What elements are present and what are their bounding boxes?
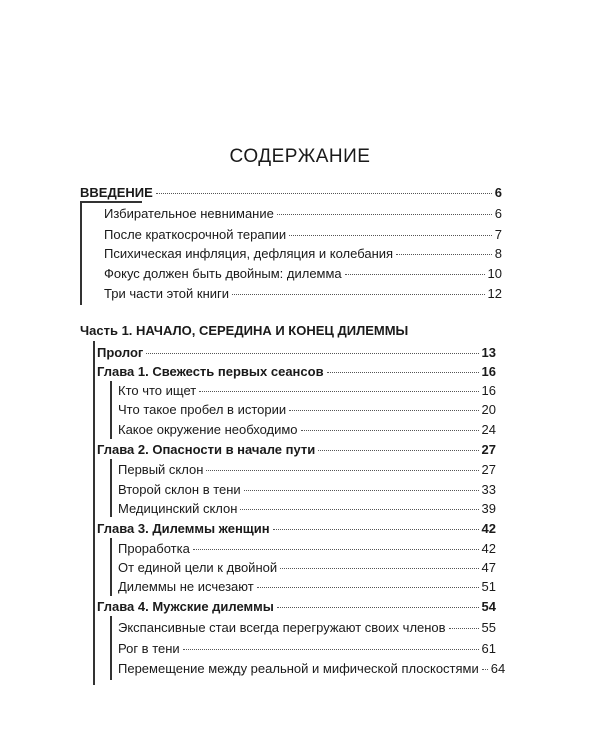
toc-page-number: 6 [494, 206, 502, 221]
toc-entry-chapter[interactable] [97, 598, 496, 616]
chapter-bracket-line [110, 459, 112, 517]
toc-page-number: 42 [481, 541, 496, 556]
toc-entry-label: Первый склон [118, 462, 204, 477]
toc-page-number: 10 [487, 266, 502, 281]
toc-entry-section[interactable] [118, 401, 496, 419]
toc-page-number: 61 [481, 641, 496, 656]
toc-entry-label: Кто что ищет [118, 383, 197, 398]
page-title: СОДЕРЖАНИЕ [229, 146, 371, 167]
toc-page-number: 54 [481, 599, 496, 614]
toc-page-number: 42 [481, 521, 496, 536]
toc-entry-intro-section[interactable] [104, 245, 502, 263]
part-heading[interactable]: Часть 1. НАЧАЛО, СЕРЕДИНА И КОНЕЦ ДИЛЕММЫ [80, 323, 409, 338]
toc-entry-intro-section[interactable] [104, 226, 502, 244]
toc-entry-chapter[interactable] [97, 520, 496, 538]
dot-leader [232, 294, 484, 295]
dot-leader [240, 509, 478, 510]
toc-entry-label: Психическая инфляция, дефляция и колебания [104, 246, 394, 261]
toc-page-number: 8 [494, 246, 502, 261]
toc-entry-label: Глава 1. Свежесть первых сеансов [97, 364, 324, 379]
toc-page-number: 13 [481, 345, 496, 360]
toc-entry-chapter[interactable] [97, 441, 496, 459]
toc-page-number: 12 [487, 286, 502, 301]
toc-entry-section[interactable] [118, 481, 496, 499]
toc-page-number: 27 [481, 462, 496, 477]
dot-leader [146, 353, 478, 354]
toc-entry-label: Какое окружение необходимо [118, 422, 298, 437]
dot-leader [199, 391, 478, 392]
toc-entry-intro-section[interactable] [104, 285, 502, 303]
dot-leader [273, 529, 479, 530]
toc-entry-label: Что такое пробел в истории [118, 402, 287, 417]
dot-leader [280, 568, 478, 569]
toc-entry-label: Второй склон в тени [118, 482, 241, 497]
toc-entry-section[interactable] [118, 382, 496, 400]
dot-leader [396, 254, 492, 255]
toc-entry-intro-section[interactable] [104, 205, 502, 223]
toc-entry-section[interactable] [118, 559, 496, 577]
toc-page-number: 27 [481, 442, 496, 457]
toc-entry-section[interactable] [118, 421, 496, 439]
chapter-bracket-line [110, 538, 112, 596]
introduction-bracket-line [80, 201, 82, 305]
dot-leader [289, 410, 478, 411]
chapter-bracket-line [110, 616, 112, 680]
dot-leader [482, 669, 488, 670]
toc-page-number: 24 [481, 422, 496, 437]
dot-leader [244, 490, 479, 491]
dot-leader [206, 470, 478, 471]
toc-entry-label: Глава 2. Опасности в начале пути [97, 442, 316, 457]
dot-leader [183, 649, 479, 650]
dot-leader [156, 193, 492, 194]
toc-entry-label: Избирательное невнимание [104, 206, 274, 221]
toc-entry-label: ВВЕДЕНИЕ [80, 185, 153, 200]
toc-entry-introduction[interactable] [80, 184, 502, 202]
toc-entry-label: Глава 3. Дилеммы женщин [97, 521, 270, 536]
dot-leader [327, 372, 479, 373]
toc-entry-label: От единой цели к двойной [118, 560, 278, 575]
toc-page-number: 51 [481, 579, 496, 594]
toc-entry-label: Перемещение между реальной и мифической плоскостями [118, 661, 479, 676]
part-bracket-line [93, 341, 95, 685]
dot-leader [318, 450, 478, 451]
toc-entry-section[interactable] [118, 619, 496, 637]
toc-entry-label: Три части этой книги [104, 286, 230, 301]
toc-page-number: 47 [481, 560, 496, 575]
toc-entry-label: Медицинский склон [118, 501, 238, 516]
dot-leader [345, 274, 485, 275]
dot-leader [277, 607, 479, 608]
toc-entry-label: Глава 4. Мужские дилеммы [97, 599, 274, 614]
toc-entry-intro-section[interactable] [104, 265, 502, 283]
toc-page-number: 20 [481, 402, 496, 417]
toc-page-number: 64 [490, 661, 506, 676]
toc-page-number: 55 [481, 620, 496, 635]
toc-entry-section[interactable] [118, 461, 496, 479]
toc-entry-section[interactable] [118, 540, 496, 558]
toc-page-number: 7 [494, 227, 502, 242]
toc-entry-prologue[interactable] [97, 344, 496, 362]
toc-entry-section[interactable] [118, 640, 496, 658]
dot-leader [289, 235, 492, 236]
toc-entry-chapter[interactable] [97, 363, 496, 381]
toc-entry-section[interactable] [118, 500, 496, 518]
toc-page-number: 16 [481, 364, 496, 379]
dot-leader [193, 549, 479, 550]
dot-leader [257, 587, 479, 588]
toc-entry-label: Фокус должен быть двойным: дилемма [104, 266, 342, 281]
toc-entry-label: Дилеммы не исчезают [118, 579, 254, 594]
toc-entry-label: После краткосрочной терапии [104, 227, 287, 242]
dot-leader [449, 628, 479, 629]
toc-page-number: 39 [481, 501, 496, 516]
toc-page-number: 16 [481, 383, 496, 398]
toc-page-number: 33 [481, 482, 496, 497]
toc-entry-label: Проработка [118, 541, 190, 556]
toc-entry-section[interactable] [118, 660, 506, 678]
toc-page-number: 6 [494, 185, 502, 200]
dot-leader [277, 214, 492, 215]
dot-leader [301, 430, 479, 431]
toc-entry-section[interactable] [118, 578, 496, 596]
toc-entry-label: Пролог [97, 345, 144, 360]
toc-entry-label: Рог в тени [118, 641, 180, 656]
chapter-bracket-line [110, 381, 112, 439]
toc-entry-label: Экспансивные стаи всегда перегружают своих членов [118, 620, 446, 635]
introduction-underline [80, 201, 142, 203]
